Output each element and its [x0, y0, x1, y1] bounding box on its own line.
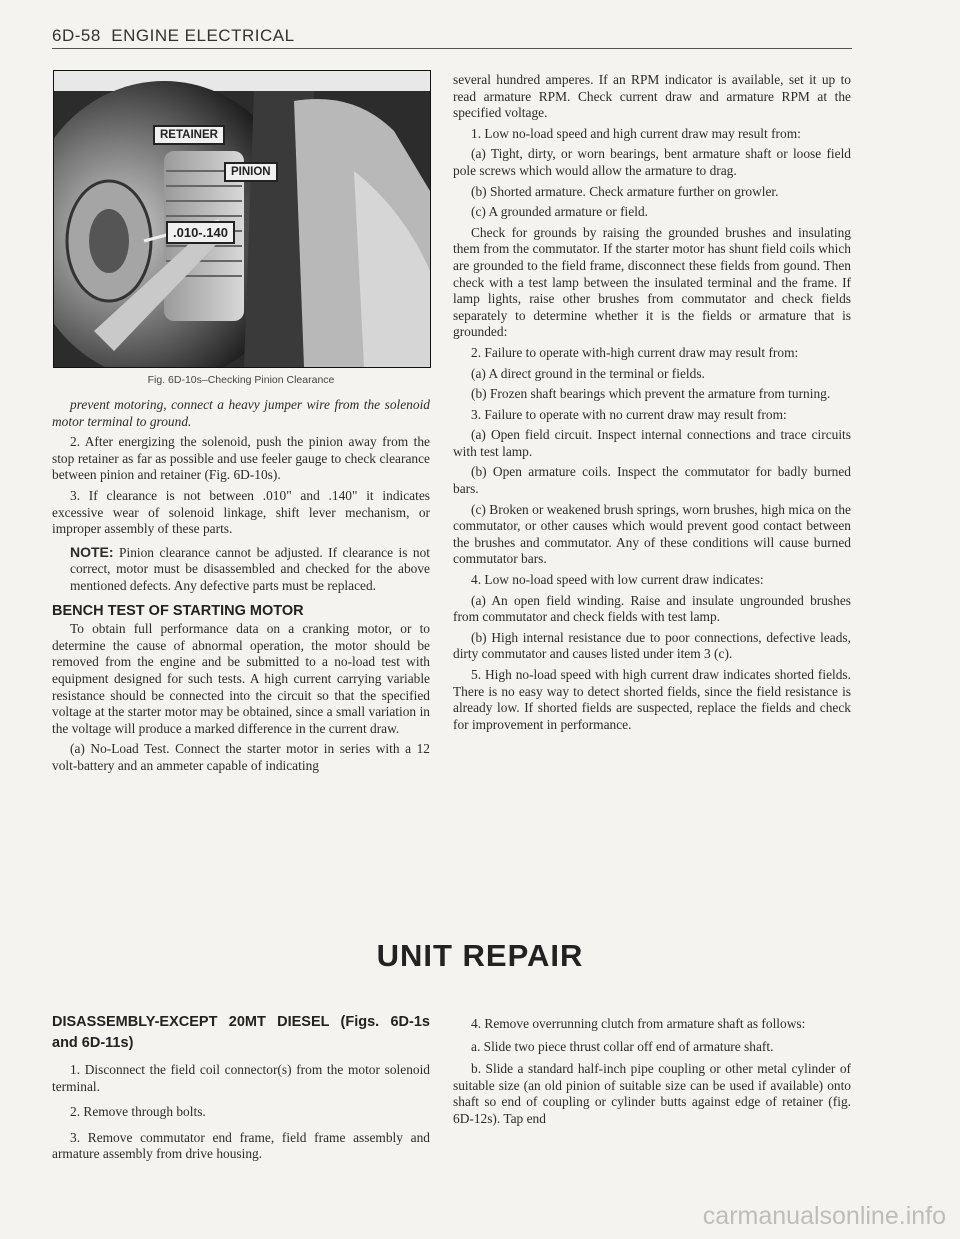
paragraph: 5. High no-load speed with high current draw indicates shorted fields. There is no easy way to detect shorted fields, since the field resistance is already low. If shorted fields are suspected, replace the fields and check for improvement in performance. [453, 667, 851, 732]
paragraph: prevent motoring, connect a heavy jumper wire from the solenoid motor terminal to ground. [52, 397, 430, 429]
note-text: Pinion clearance cannot be adjusted. If clearance is not correct, motor must be disassembled and checked for the above mentioned defects. Any defective parts must be replaced. [70, 544, 430, 593]
paragraph: a. Slide two piece thrust collar off end of armature shaft. [471, 1038, 774, 1054]
page-number: 6D-58 [52, 26, 101, 45]
disassembly-heading: DISASSEMBLY-EXCEPT 20MT DIESEL (Figs. 6D-1s and 6D-11s) [52, 1014, 430, 1051]
paragraph: (c) Broken or weakened brush springs, worn brushes, high mica on the commutator, or other causes which would prevent good contact between the brushes and commutator. Any of these conditions will cause burned commutator bars. [453, 501, 851, 567]
paragraph: (a) Open field circuit. Inspect internal connections and trace circuits with test lamp. [453, 427, 851, 459]
paragraph: several hundred amperes. If an RPM indicator is available, set it up to read armature RPM. Check current draw and armature RPM at the specified voltage. [453, 72, 851, 121]
note-label: NOTE: [70, 543, 114, 560]
paragraph: (a) An open field winding. Raise and insulate ungrounded brushes from commutator and check fields with test lamp. [453, 592, 851, 625]
paragraph: (b) Frozen shaft bearings which prevent the armature from turning. [471, 386, 831, 402]
left-column [52, 397, 430, 778]
paragraph: (b) Open armature coils. Inspect the commutator for badly burned bars. [453, 464, 851, 497]
page-header [52, 26, 852, 46]
paragraph: Check for grounds by raising the grounded brushes and insulating them from the commutator. If the starter motor has shunt field coils which are grounded to the field frame, disconnect these fields from gound. Then check with a test lamp between the insulated terminal and the frame. If lamp lights, raise other brushes from commutator and check fields separately to determine whether it is the fields or armature that is grounded: [453, 224, 851, 340]
disassembly-left-column [52, 1012, 430, 1172]
disassembly-right-column [453, 1016, 851, 1134]
clearance-label: .010-.140 [166, 221, 235, 244]
unit-repair-heading: UNIT REPAIR [376, 938, 584, 973]
figure-caption: Fig. 6D-10s–Checking Pinion Clearance [147, 374, 335, 386]
paragraph: b. Slide a standard half-inch pipe coupling or other metal cylinder of suitable size (an old pinion of suitable size can be used if available) onto shaft so end of coupling or cylinder butts against edge of retainer (fig. 6D-12s). Tap end [453, 1061, 851, 1126]
photo-illustration [54, 71, 430, 367]
paragraph: (b) High internal resistance due to poor connections, defective leads, dirty commutator and causes listed under item 3 (c). [453, 629, 851, 662]
pinion-clearance-photo [53, 70, 431, 368]
bench-test-heading: BENCH TEST OF STARTING MOTOR [52, 602, 304, 619]
paragraph: 3. Failure to operate with no current draw may result from: [471, 406, 787, 422]
paragraph: (c) A grounded armature or field. [471, 204, 648, 220]
paragraph: 1. Low no-load speed and high current draw may result from: [471, 125, 801, 141]
paragraph: 3. If clearance is not between .010" and .140" it indicates excessive wear of solenoid linkage, shift lever mechanism, or improper assembly of these parts. [52, 487, 430, 537]
retainer-label: RETAINER [153, 125, 225, 145]
paragraph: 3. Remove commutator end frame, field frame assembly and armature assembly from drive housing. [52, 1129, 430, 1162]
paragraph: (a) A direct ground in the terminal or fields. [471, 365, 705, 381]
paragraph: 1. Disconnect the field coil connector(s) from the motor solenoid terminal. [52, 1062, 430, 1094]
paragraph: 4. Remove overrunning clutch from armature shaft as follows: [471, 1016, 806, 1031]
paragraph: (b) Shorted armature. Check armature further on growler. [471, 183, 779, 199]
paragraph: 2. After energizing the solenoid, push the pinion away from the stop retainer as far as possible and use feeler gauge to check clearance between pinion and retainer (Fig. 6D-10s). [52, 434, 430, 483]
pinion-label: PINION [224, 162, 278, 182]
watermark: carmanualsonline.info [702, 1202, 946, 1230]
note-block [70, 544, 430, 595]
paragraph: 2. Remove through bolts. [70, 1104, 206, 1120]
paragraph: To obtain full performance data on a cranking motor, or to determine the cause of abnormal operation, the motor should be removed from the engine and be submitted to a no-load test with equipment designed for such tests. A high current carrying variable resistance should be connected into the circuit so that the specified voltage at the starter motor may be obtained, since a small variation in the voltage will produce a marked difference in the current draw. [52, 621, 430, 736]
paragraph: (a) Tight, dirty, or worn bearings, bent armature shaft or loose field pole screws which would allow the armature to drag. [453, 146, 851, 178]
section-title: ENGINE ELECTRICAL [111, 26, 295, 45]
paragraph: (a) No-Load Test. Connect the starter motor in series with a 12 volt-battery and an ammeter capable of indicating [52, 741, 430, 773]
paragraph: 4. Low no-load speed with low current draw indicates: [471, 572, 764, 588]
right-column [453, 72, 851, 737]
paragraph: 2. Failure to operate with-high current draw may result from: [471, 344, 799, 360]
header-rule [52, 48, 852, 49]
